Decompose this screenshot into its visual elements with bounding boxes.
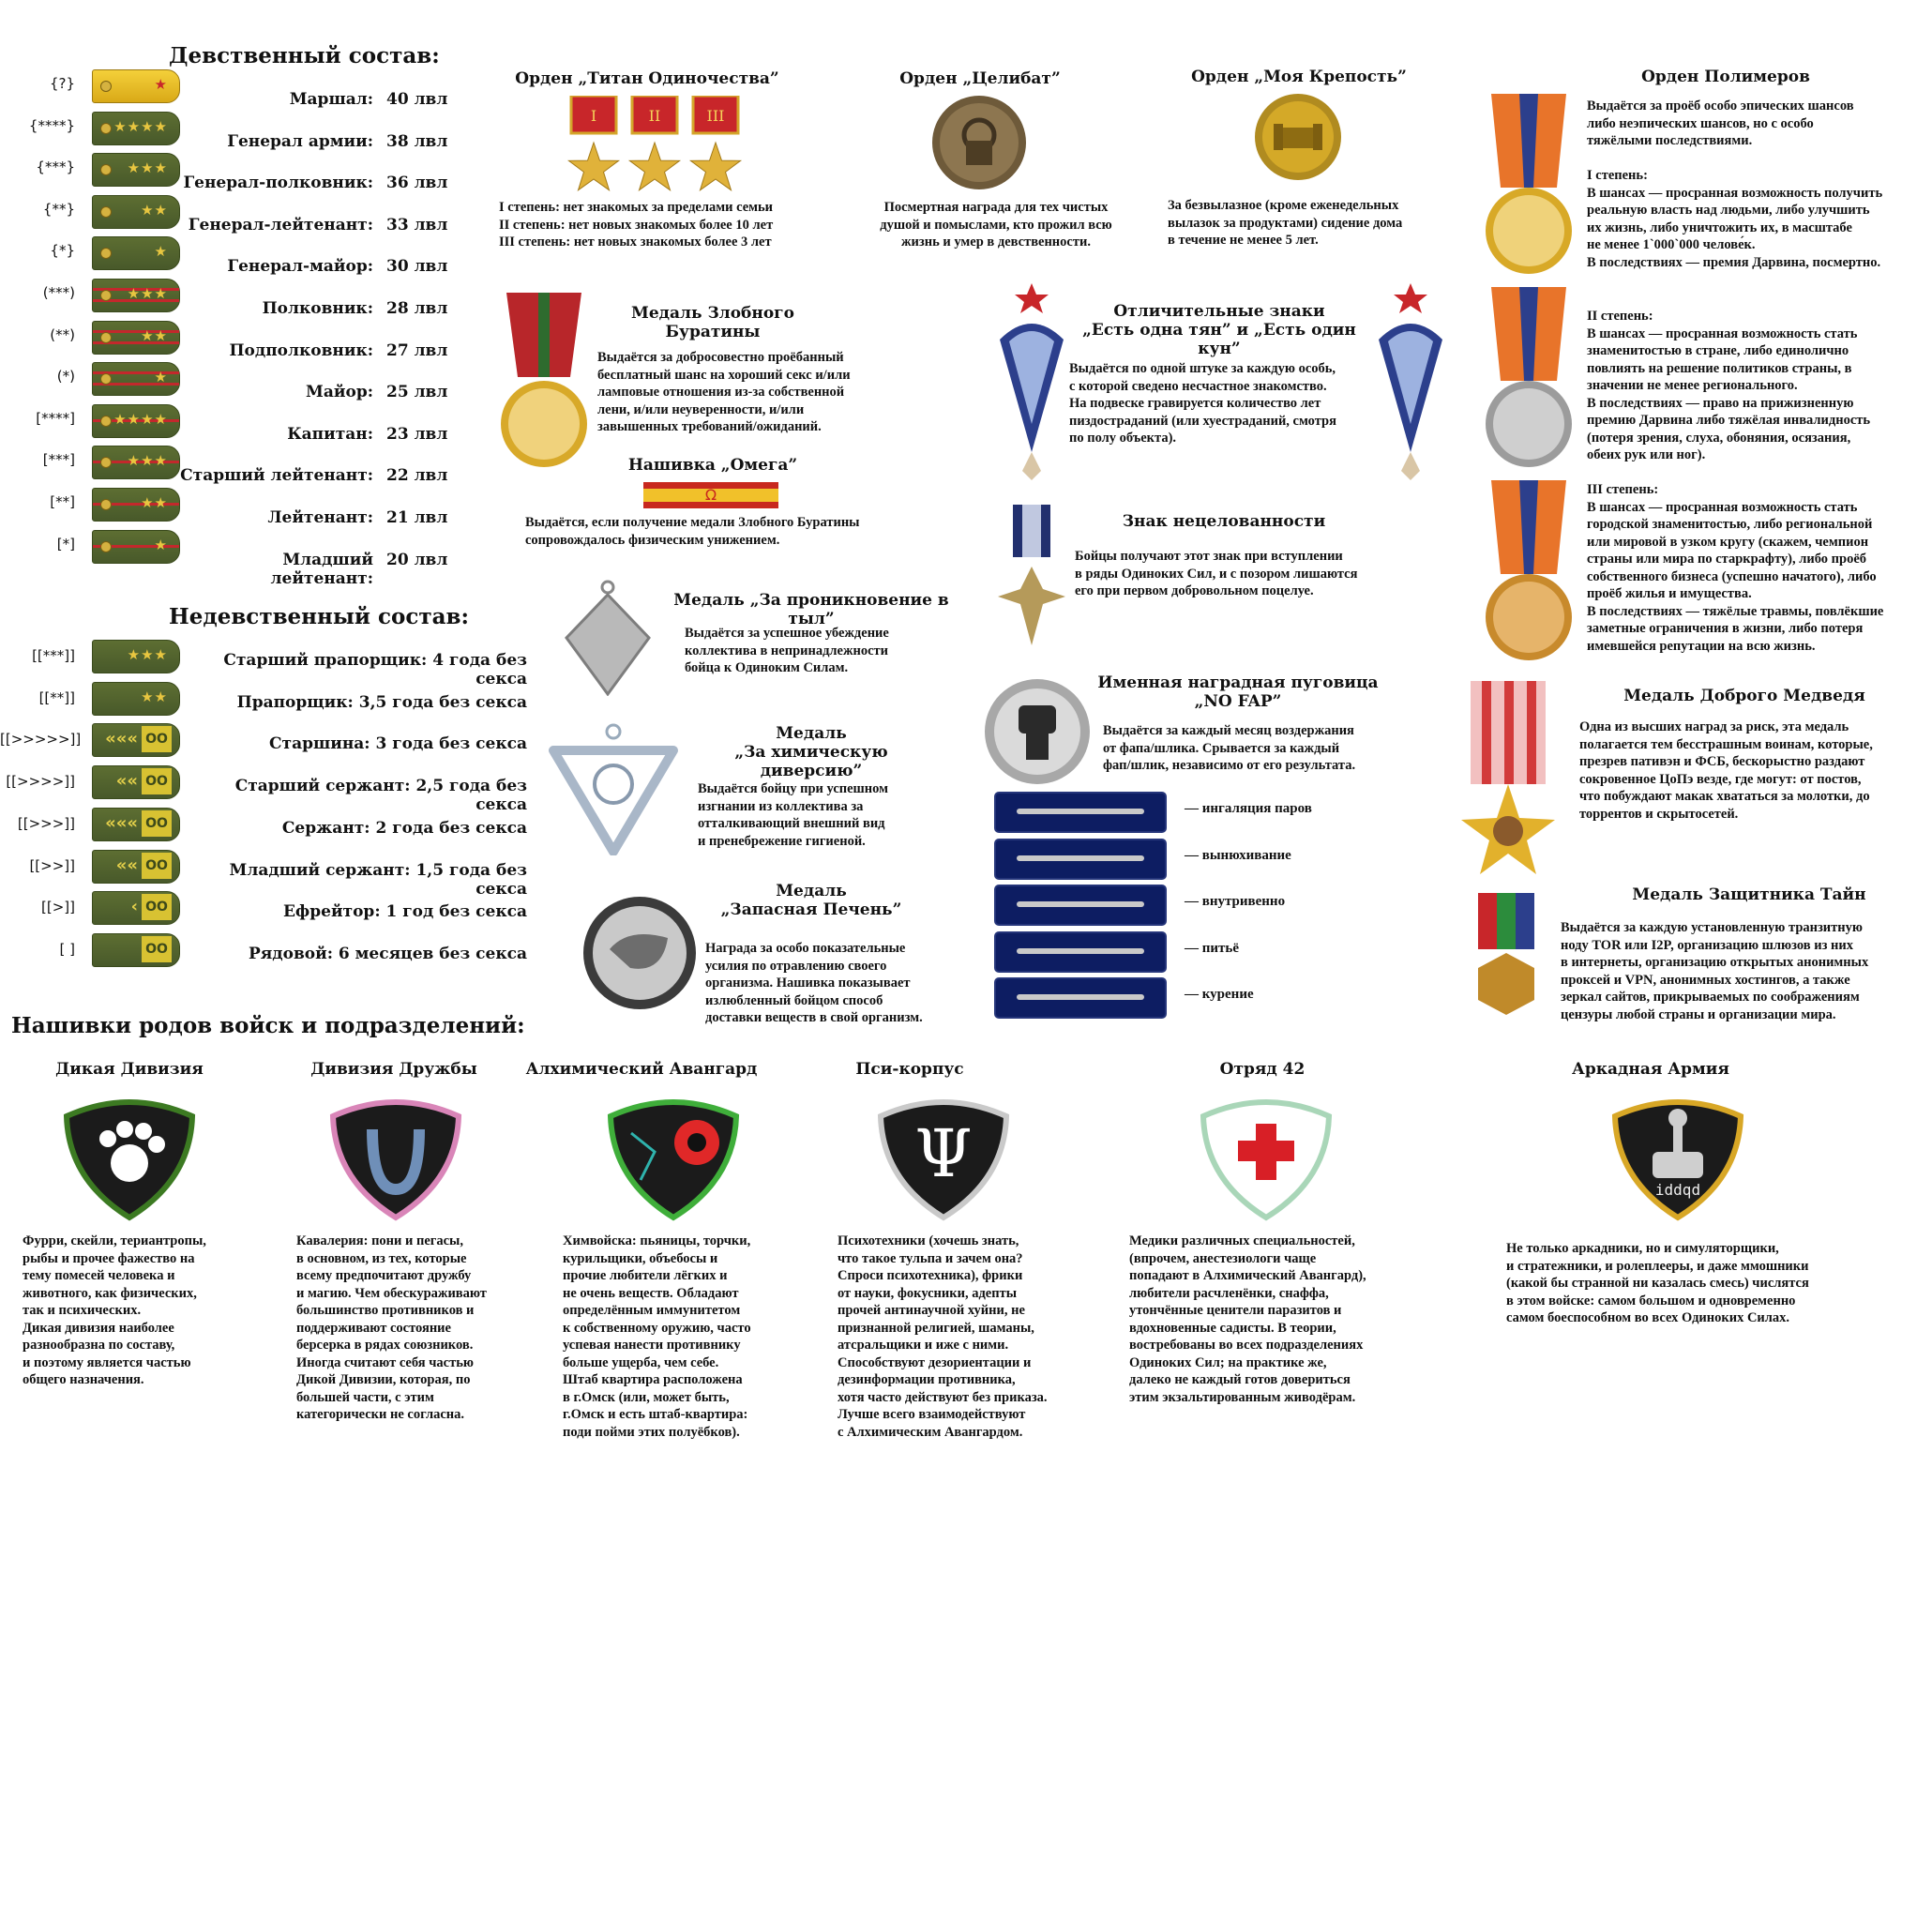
liver-title: Медаль „Запасная Печень” <box>720 882 902 919</box>
penetration-text: Выдаётся за успешное убеждение коллектива в непринадлежности бойца к Одиноким Силам. <box>685 626 889 675</box>
shoulder-strap-icon: ★★★ <box>92 279 180 312</box>
division-patch-icon <box>603 1096 744 1221</box>
celibat-medal-icon <box>930 94 1028 191</box>
nofap-title: Именная наградная пуговица „NO FAP” <box>1097 673 1379 711</box>
nonvirgin-rank-text: Старший прапорщик: 4 года без секса <box>223 651 527 688</box>
buratino-medal-icon <box>497 293 591 471</box>
virgin-rank-code: {**} <box>42 200 75 218</box>
polymer-medal-bronze-icon <box>1482 480 1576 664</box>
division-patch-icon <box>1196 1096 1336 1221</box>
shoulder-strap-icon: ★★ <box>92 488 180 522</box>
virgin-rank-name: Генерал-лейтенант: <box>188 215 373 234</box>
shoulder-strap-icon: ОО «« <box>92 850 180 884</box>
virgin-rank-level: 40 лвл <box>386 90 448 109</box>
nonvirgin-rank-code: [[>>>]] <box>17 814 75 832</box>
virgin-rank-name: Генерал армии: <box>227 131 373 151</box>
shoulder-strap-icon: ★★★ <box>92 640 180 673</box>
virgin-rank-code: (**) <box>50 325 75 343</box>
polymer-medal-silver-icon <box>1482 287 1576 471</box>
titan-text: I степень: нет знакомых за пределами семьи II степень: нет новых знакомых более 10 лет III степень: нет новых знакомых более 3 лет <box>499 200 774 250</box>
virgin-rank-level: 33 лвл <box>386 215 448 234</box>
virgin-rank-name: Капитан: <box>287 424 373 444</box>
untargeted-badge-icon <box>996 505 1067 645</box>
nonvirgin-rank-code: [[>>>>]] <box>6 773 75 791</box>
polymer-title: Орден Полимеров <box>1641 68 1810 86</box>
nofap-text: Выдаётся за каждый месяц воздержания от фапа/шлика. Срывается за каждый фап/шлик, независимо от его результата. <box>1103 723 1356 773</box>
virgin-rank-level: 20 лвл <box>386 550 448 569</box>
drug-method-label: — вынюхивание <box>1185 847 1291 863</box>
virgin-rank-code: {?} <box>49 75 75 92</box>
shoulder-strap-icon: ★ <box>92 530 180 564</box>
drug-patch-icon <box>994 839 1167 880</box>
virgin-rank-code: {*} <box>50 242 75 260</box>
virgin-title: Девственный состав: <box>169 43 440 68</box>
chemical-text: Выдаётся бойцу при успешном изгнании из коллектива за отталкивающий внешний вид и пренебрежение гигиеной. <box>698 781 888 849</box>
polymer-degree-3: III степень: В шансах — просранная возможность стать городской знаменитостью, либо региональной или мировой в узком кругу (скажем, чемпион страны или мира по старкрафту), либо проёб собственного бизнеса (успешно начатого), либо проёб жилья и имущества. В последствиях — тяжёлые травмы, повлёкшие заметные ограничения в жизни, либо потеря имевшейся репутации на всю жизнь. <box>1587 482 1884 654</box>
shoulder-strap-icon: ★★ <box>92 195 180 229</box>
virgin-rank-name: Маршал: <box>289 90 373 109</box>
drug-patch-icon <box>994 931 1167 973</box>
division-title: Дикая Дивизия <box>55 1060 204 1079</box>
virgin-rank-name: Младший лейтенант: <box>270 550 373 588</box>
virgin-rank-level: 28 лвл <box>386 299 448 318</box>
virgin-rank-code: [***] <box>42 451 75 469</box>
virgin-rank-code: (***) <box>42 284 75 301</box>
nonvirgin-rank-code: [[>]] <box>41 899 75 916</box>
shoulder-strap-icon: ★★★ <box>92 446 180 479</box>
distinct-badge-left-icon <box>996 283 1067 480</box>
division-patch-icon <box>873 1096 1014 1221</box>
polymer-degree-2: II степень: В шансах — просранная возможность стать знаменитостью в стране, либо единолично повлиять на решение политиков страны, в значении не менее регионального. В последствиях — право на прижизненную премию Дарвина либо тяжёлая инвалидность (потеря зрения, слуха, обоняния, осязания, обеих рук или ног). <box>1587 309 1871 462</box>
division-patch-icon <box>1607 1096 1748 1221</box>
nofap-button-icon <box>983 677 1092 786</box>
nonvirgin-rank-text: Сержант: 2 года без секса <box>281 818 527 838</box>
liver-medal-icon <box>581 895 698 1011</box>
virgin-rank-name: Генерал-полковник: <box>183 174 373 193</box>
division-title: Пси-корпус <box>855 1060 964 1079</box>
virgin-rank-level: 22 лвл <box>386 466 448 486</box>
division-title: Отряд 42 <box>1219 1060 1306 1079</box>
untargeted-text: Бойцы получают этот знак при вступлении в ряды Одиноких Сил, и с позором лишаются его при первом добровольном поцелуе. <box>1075 549 1358 598</box>
omega-text: Выдаётся, если получение медали Злобного Буратины сопровождалось физическим унижением. <box>525 515 860 548</box>
virgin-rank-code: [**] <box>50 493 75 510</box>
virgin-rank-level: 38 лвл <box>386 131 448 151</box>
nonvirgin-rank-code: [[***]] <box>32 647 75 664</box>
celibat-text: Посмертная награда для тех чистых душой и помыслами, кто прожил всю жизнь и умер в девственности. <box>880 200 1112 250</box>
fortress-text: За безвылазное (кроме еженедельных вылазок за продуктами) сидение дома в течение не менее 5 лет. <box>1168 198 1403 248</box>
penetration-title: Медаль „За проникновение в тыл” <box>673 591 949 628</box>
virgin-rank-code: [****] <box>36 409 75 427</box>
nonvirgin-rank-text: Младший сержант: 1,5 года без секса <box>229 860 527 899</box>
titan-medals <box>567 96 746 197</box>
division-patch-icon <box>325 1096 466 1221</box>
divisions-title: Нашивки родов войск и подразделений: <box>11 1013 525 1038</box>
titan-star-icon <box>629 143 679 190</box>
division-text: Не только аркадники, но и симуляторщики, и стратежники, и ролеплееры, и даже ммошники (какой бы странной ни казалась смесь) числятся в этом войске: самом большом и одновременно самом боеспособном во всех Одиноких Силах. <box>1506 1241 1809 1325</box>
polymer-intro: Выдаётся за проёб особо эпических шансов либо неэпических шансов, но с особо тяжёлыми последствиями. <box>1587 98 1854 148</box>
secrets-text: Выдаётся за каждую установленную транзитную ноду TOR или I2P, организацию шлюзов из них в интернеты, организацию открытых анонимных проксей и VPN, анонимных хостингов, а также зеркал сайтов, прикрываемых по соображениям цензуры любой страны и организации мира. <box>1561 920 1869 1022</box>
shoulder-strap-icon: ОО ««« <box>92 723 180 757</box>
virgin-rank-name: Майор: <box>306 383 373 402</box>
virgin-rank-level: 27 лвл <box>386 340 448 360</box>
nonvirgin-rank-code: [[>>]] <box>29 856 75 874</box>
virgin-rank-level: 23 лвл <box>386 424 448 444</box>
shoulder-strap-icon: ★ <box>92 69 180 103</box>
titan-degree-label: II <box>648 107 661 125</box>
division-text: Химвойска: пьяницы, торчки, курильщики, объебосы и прочие любители лёгких и не очень веществ. Обладают определённым иммунитетом к собственному оружию, часто успевая нанести противнику больше ущерба, чем себе. Штаб квартира расположена в г.Омск (или, может быть, г.Омск и есть штаб-квартира: поди пойми этих полуёбков). <box>563 1233 751 1440</box>
virgin-rank-level: 25 лвл <box>386 383 448 402</box>
virgin-rank-name: Полковник: <box>262 299 373 318</box>
drug-patch-icon <box>994 792 1167 833</box>
drug-method-label: — курение <box>1185 987 1254 1002</box>
titan-degree-label: III <box>706 107 725 125</box>
division-title: Алхимический Авангард <box>525 1060 758 1079</box>
nonvirgin-rank-code: [ ] <box>59 940 75 958</box>
distinct-text: Выдаётся по одной штуке за каждую особь, с которой сведено несчастное знакомство. На подвеске гравируется количество лет пиздостраданий (или хуестраданий, смотря по полу объекта). <box>1069 361 1336 446</box>
omega-patch: Ω <box>643 482 778 508</box>
nonvirgin-rank-text: Рядовой: 6 месяцев без секса <box>248 944 527 963</box>
nonvirgin-rank-code: [[>>>>>]] <box>0 731 82 749</box>
buratino-text: Выдаётся за добросовестно проёбанный бесплатный шанс на хороший секс и/или ламповые отношения из-за собственной лени, и/или неуверенности, и/или завышенных требований/ожиданий. <box>597 350 851 434</box>
division-text: Фурри, скейли, териантропы, рыбы и прочее фажество на тему помесей человека и животного, как физических, так и психических. Дикая дивизия наиболее разнообразна по составу, и поэтому является частью общего назначения. <box>23 1233 206 1387</box>
virgin-rank-name: Лейтенант: <box>267 508 373 527</box>
virgin-rank-code: [*] <box>56 535 75 552</box>
division-text: Медики различных специальностей, (впрочем, анестезиологи чаще попадают в Алхимический Авангард), любители расчленёнки, снаффа, утончённые ценители паразитов и вдохновенные садисты. В теории, востребованы во всех подразделениях Одиноких Сил; на практике же, далеко не каждый готов довериться этим экзальтированным живодёрам. <box>1129 1233 1366 1405</box>
psi-symbol: Ψ <box>914 1115 973 1192</box>
division-title: Дивизия Дружбы <box>310 1060 477 1079</box>
division-title: Аркадная Армия <box>1572 1060 1729 1079</box>
omega-title: Нашивка „Омега” <box>627 456 798 475</box>
shoulder-strap-icon: ★★★★ <box>92 112 180 145</box>
virgin-rank-level: 21 лвл <box>386 508 448 527</box>
nonvirgin-rank-code: [[**]] <box>38 688 75 706</box>
distinct-title: Отличительные знаки „Есть одна тян” и „Есть один кун” <box>1082 302 1356 358</box>
drug-patch-icon <box>994 977 1167 1019</box>
distinct-badge-right-icon <box>1375 283 1446 480</box>
patch-code-label: iddqd <box>1654 1181 1701 1199</box>
shoulder-strap-icon: ★ <box>92 362 180 396</box>
shoulder-strap-icon: ОО «« <box>92 765 180 799</box>
secrets-title: Медаль Защитника Тайн <box>1632 885 1866 904</box>
celibat-title: Орден „Целибат” <box>899 69 1061 88</box>
shoulder-strap-icon: ★★★★ <box>92 404 180 438</box>
titan-stars-icon <box>567 96 746 197</box>
buratino-title: Медаль Злобного Буратины <box>631 304 794 341</box>
titan-star-icon <box>690 143 740 190</box>
drug-method-label: — питьё <box>1185 940 1239 956</box>
drug-method-label: — ингаляция паров <box>1185 801 1312 816</box>
virgin-rank-name: Старший лейтенант: <box>180 466 373 486</box>
titan-degree-label: I <box>590 107 597 125</box>
virgin-rank-code: {****} <box>28 116 75 134</box>
shoulder-strap-icon: ★ <box>92 236 180 270</box>
bear-text: Одна из высших наград за риск, эта медаль полагается тем бесстрашным воинам, которые, презрев пативэн и ФСБ, бескорыстно раздают сокровенное ЦоПэ везде, где могут: от постов, что побуждают макак хвататься за молотки, до торрентов и скрытосетей. <box>1579 719 1873 822</box>
bear-title: Медаль Доброго Медведя <box>1623 687 1865 705</box>
fortress-medal-icon <box>1253 92 1343 182</box>
nonvirgin-rank-text: Ефрейтор: 1 год без секса <box>282 902 527 922</box>
liver-text: Награда за особо показательные усилия по отравлению своего организма. Нашивка показывает излюбленный бойцом способ доставки веществ в свой организм. <box>705 941 923 1025</box>
shoulder-strap-icon: ★★ <box>92 321 180 355</box>
bear-medal-icon <box>1456 681 1561 880</box>
virgin-rank-name: Подполковник: <box>229 340 373 360</box>
titan-title: Орден „Титан Одиночества” <box>515 69 779 88</box>
chemical-medal-icon <box>548 722 679 855</box>
titan-star-icon <box>568 143 618 190</box>
division-patch-icon <box>59 1096 200 1221</box>
nonvirgin-title: Недевственный состав: <box>169 604 469 629</box>
division-text: Кавалерия: пони и пегасы, в основном, из тех, которые всему предпочитают дружбу и магию. Чем обескураживают большинство противников и поддерживают состояние берсерка в рядах союзников. Иногда считают себя частью Дикой Дивизии, которая, по большей части, с этим категорически не согласна. <box>296 1233 487 1422</box>
virgin-rank-level: 36 лвл <box>386 174 448 193</box>
virgin-rank-code: (*) <box>56 368 75 386</box>
polymer-degree-1: I степень: В шансах — просранная возможность получить реальную власть над людьми, либо улучшить их жизнь, либо уничтожить их, в масштабе не менее 1`000`000 челове́к. В последствиях — премия Дарвина, посмертно. <box>1587 168 1883 270</box>
virgin-rank-level: 30 лвл <box>386 257 448 277</box>
chemical-title: Медаль „За химическую диверсию” <box>734 724 888 780</box>
nonvirgin-rank-text: Прапорщик: 3,5 года без секса <box>236 692 527 712</box>
shoulder-strap-icon: ★★ <box>92 682 180 716</box>
shoulder-strap-icon: ★★★ <box>92 153 180 187</box>
nonvirgin-rank-text: Старшина: 3 года без секса <box>269 734 527 754</box>
untargeted-title: Знак нецелованности <box>1122 512 1326 531</box>
shoulder-strap-icon: ОО <box>92 933 180 967</box>
division-text: Психотехники (хочешь знать, что такое тульпа и зачем она? Спроси психотехника), фрики от науки, фокусники, адепты прочей антинаучной хуйни, не признанной религией, шаманы, атсральщики и иже с ними. Способствуют дезориентации и дезинформации противника, хотя часто действуют без приказа. Лучше всего взаимодействуют с Алхимическим Авангардом. <box>838 1233 1048 1440</box>
penetration-medal-icon <box>563 580 653 696</box>
shoulder-strap-icon: ОО ‹ <box>92 891 180 925</box>
secrets-medal-icon <box>1472 893 1540 1017</box>
polymer-medal-gold-icon <box>1482 94 1576 278</box>
drug-method-label: — внутривенно <box>1185 894 1286 909</box>
virgin-rank-name: Генерал-майор: <box>227 257 373 277</box>
shoulder-strap-icon: ОО ««« <box>92 808 180 841</box>
virgin-rank-code: {***} <box>36 159 75 176</box>
fortress-title: Орден „Моя Крепость” <box>1191 68 1407 86</box>
nonvirgin-rank-text: Старший сержант: 2,5 года без секса <box>234 777 527 815</box>
drug-patch-icon <box>994 885 1167 926</box>
